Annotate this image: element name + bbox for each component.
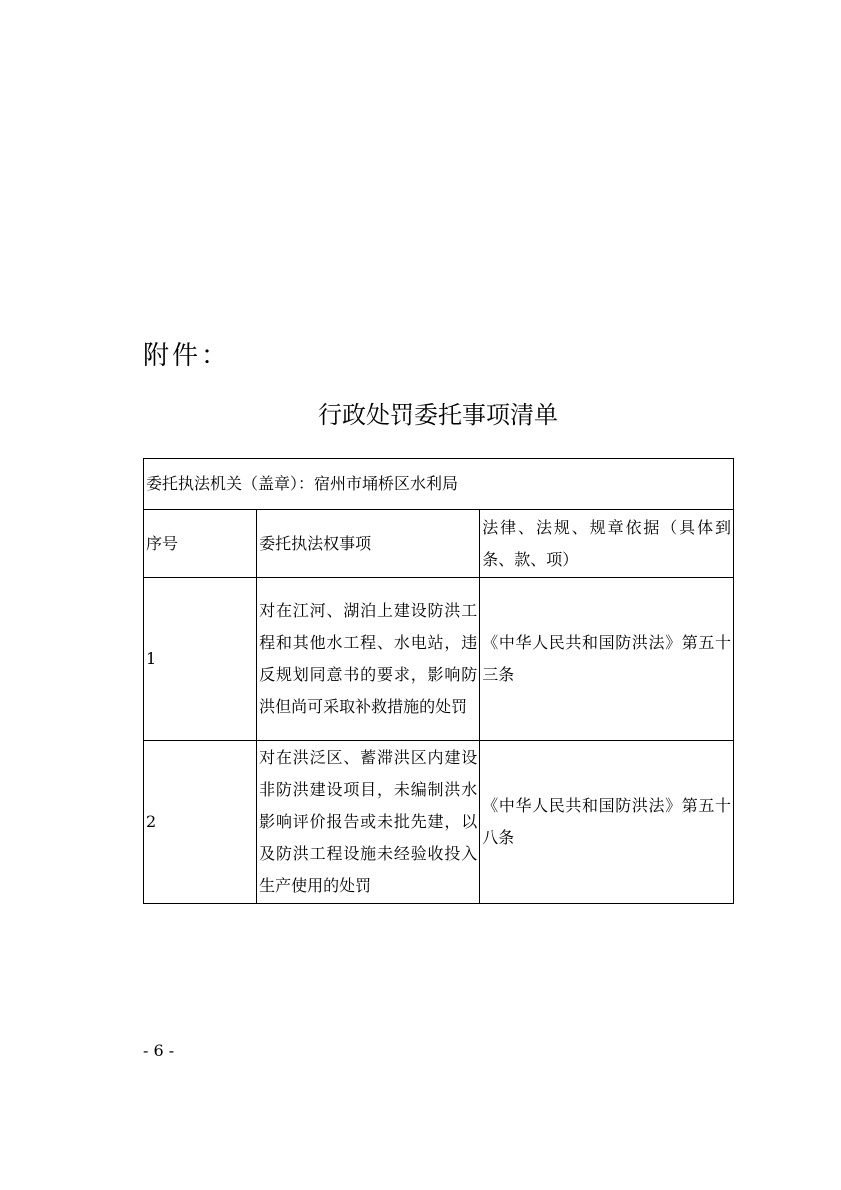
row-basis: 《中华人民共和国防洪法》第五十八条: [480, 741, 734, 904]
document-title: 行政处罚委托事项清单: [318, 401, 558, 429]
row-basis: 《中华人民共和国防洪法》第五十三条: [480, 578, 734, 741]
table-row: [144, 741, 734, 904]
header-basis: 法律、法规、规章依据（具体到条、款、项）: [480, 510, 734, 578]
header-number: 序号: [144, 510, 257, 578]
table-row: [144, 578, 734, 741]
organization-row: [144, 459, 734, 510]
page-number: - 6 -: [143, 1041, 175, 1060]
organization-cell: 委托执法机关（盖章）：宿州市埇桥区水利局: [144, 459, 734, 510]
attachment-label: 附件：: [143, 341, 231, 371]
table-header-row: [144, 510, 734, 578]
row-item: 对在江河、湖泊上建设防洪工程和其他水工程、水电站，违反规划同意书的要求，影响防洪但尚可采取补救措施的处罚: [257, 578, 480, 741]
delegation-items-table: [143, 458, 734, 904]
row-number: 2: [144, 741, 257, 904]
row-item: 对在洪泛区、蓄滞洪区内建设非防洪建设项目，未编制洪水影响评价报告或未批先建，以及防洪工程设施未经验收投入生产使用的处罚: [257, 741, 480, 904]
row-number: 1: [144, 578, 257, 741]
header-item: 委托执法权事项: [257, 510, 480, 578]
